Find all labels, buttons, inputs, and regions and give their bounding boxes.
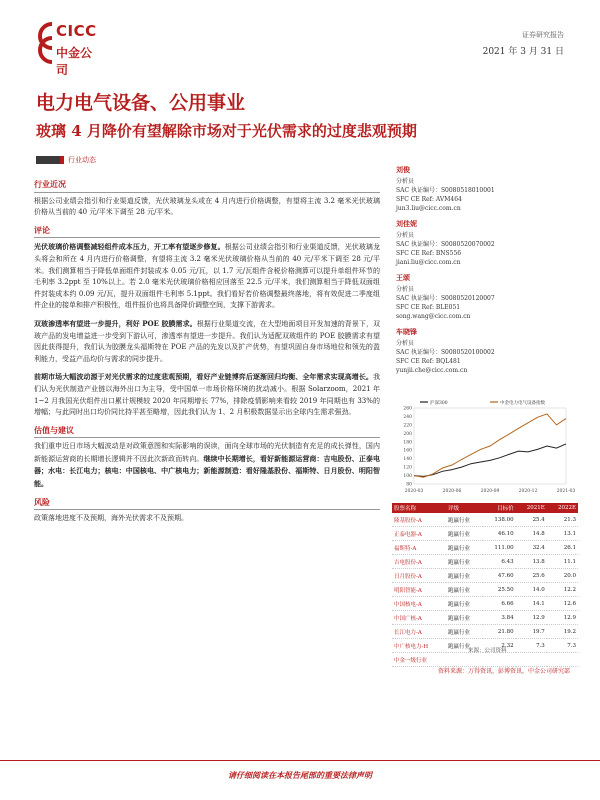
stock-name[interactable]: 明阳智能-A <box>392 583 446 597</box>
table-cell: 21.80 <box>483 625 516 639</box>
table-row <box>392 527 578 541</box>
stock-name[interactable]: 正泰电器-A <box>392 527 446 541</box>
analyst-email[interactable]: song.wang@cicc.com.cn <box>396 313 471 320</box>
table-cell: 14.1 <box>516 597 547 611</box>
table-source: 来源：公司资料 <box>468 648 507 654</box>
table-cell: 138.00 <box>483 513 516 527</box>
cicc-logo <box>38 22 98 77</box>
logo-en: CICC <box>56 22 97 40</box>
analyst-role: 分析员 <box>396 286 415 293</box>
analyst-role: 分析员 <box>396 340 415 347</box>
tag-accent <box>60 156 64 164</box>
section-para <box>34 318 380 365</box>
analyst-role: 分析员 <box>396 232 415 239</box>
table-cell: 19.7 <box>516 625 547 639</box>
analyst-card <box>396 165 572 213</box>
y-tick-label: 220 <box>403 423 412 429</box>
table-row <box>392 653 578 667</box>
analyst-email[interactable]: jiani.liu@cicc.com.cn <box>396 259 461 266</box>
table-cell: 跑赢行业 <box>446 639 483 653</box>
section-title-valuation: 估值与建议 <box>34 425 380 439</box>
stock-name[interactable]: 吉电股份-A <box>392 555 446 569</box>
section-para <box>34 241 380 312</box>
series-line-1 <box>414 414 566 477</box>
table-cell: 20.0 <box>547 569 578 583</box>
cicc-logo-mark-icon <box>38 22 54 64</box>
stock-name[interactable]: 中国广核-A <box>392 611 446 625</box>
para-lead: 前期市场大幅波动源于对光伏需求的过度悲观预期，看好产业链博弈后逐渐回归均衡、全年需求实现高增长。 <box>34 372 373 382</box>
section-para <box>34 441 380 490</box>
section-title-comment: 评论 <box>34 225 380 239</box>
para-body: 我们认为光伏制造产业链以海外出口为主导，受中国单一市场价格环境的扰动减小。根据 Solarzoom，2021 年 1~2 月我国光伏组件出口累计规模较 2020 年同期增长 77%，排除疫情影响来看较 2019 年同期也有 33%的增幅；与此同时出口均价同比持平甚至略增，因此我们认为 1、2 月积极数据显示出全球内生需求强劲。 <box>34 373 380 417</box>
section-title-recent: 行业近况 <box>34 179 380 193</box>
footer-divider <box>0 760 600 761</box>
table-cell: 跑赢行业 <box>446 625 483 639</box>
analyst-role: 分析员 <box>396 178 415 185</box>
y-tick-label: 180 <box>403 440 412 446</box>
table-header: 目标价 <box>483 503 516 513</box>
stock-table <box>392 503 578 667</box>
table-cell: 跑赢行业 <box>446 583 483 597</box>
table-cell <box>547 653 578 667</box>
table-cell: 25.4 <box>516 513 547 527</box>
section-para: 政策落地进度不及预期，海外光伏需求不及预期。 <box>34 514 188 523</box>
table-cell <box>516 653 547 667</box>
table-cell: 25.50 <box>483 583 516 597</box>
data-source: 资料来源：万得资讯，彭博资讯，中金公司研究部 <box>437 668 570 675</box>
stock-name[interactable]: 隆基股份-A <box>392 513 446 527</box>
table-row <box>392 583 578 597</box>
x-tick-label: 2021-03 <box>556 489 576 494</box>
analyst-sac: SAC 执证编号：S0080520100002 <box>396 349 495 356</box>
page-title: 电力电气设备、公用事业 <box>36 92 246 114</box>
table-cell: 12.6 <box>547 597 578 611</box>
analyst-name: 王颂 <box>396 273 410 282</box>
table-cell: 6.66 <box>483 597 516 611</box>
table-cell <box>483 653 516 667</box>
table-row <box>392 541 578 555</box>
table-header: 股票名称 <box>392 503 446 513</box>
y-tick-label: 200 <box>403 431 412 437</box>
x-tick-label: 2020-09 <box>480 489 500 494</box>
analyst-name: 车晓锋 <box>396 327 417 336</box>
table-row <box>392 611 578 625</box>
table-cell: 6.43 <box>483 555 516 569</box>
analyst-sac: SAC 执证编号：S0080520120007 <box>396 295 495 302</box>
table-cell: 跑赢行业 <box>446 555 483 569</box>
table-cell: 12.9 <box>547 611 578 625</box>
table-cell: 47.60 <box>483 569 516 583</box>
stock-name[interactable]: 中广核电力-H <box>392 639 446 653</box>
table-cell: 7.3 <box>516 639 547 653</box>
table-header: 2022E <box>547 503 578 513</box>
table-cell: 11.1 <box>547 555 578 569</box>
table-cell <box>446 653 483 667</box>
y-tick-label: 260 <box>403 406 412 412</box>
legend-label: 中金电力电气设备指数 <box>500 401 545 406</box>
table-cell: 2.32 <box>483 639 516 653</box>
table-cell: 跑赢行业 <box>446 569 483 583</box>
table-row <box>392 569 578 583</box>
index-chart <box>396 396 576 500</box>
analyst-card <box>396 327 572 375</box>
table-header-row <box>392 503 578 513</box>
y-tick-label: 120 <box>403 465 412 471</box>
para-body: 根据行业渠道交流，在大型地面项目开发加速的背景下，双玻产品的发电增益进一步受到下游认可，渗透率有望进一步提升。我们认为适配双玻组件的 POE 胶膜需求有望因此获得提升，我们认为胶膜龙头福斯特在 POE 产品的先发以及扩产优势，有望巩固自身市场地位和领先的盈利能力，受益产品均价与需求的同步提升。 <box>34 319 381 363</box>
para-body: 我们重申近日市场大幅波动是对政策意图和实际影响的误读，面向全球市场的光伏制造有充足的成长弹性，国内新能源运营商的长期增长逻辑并不因此次新政而转向。 <box>34 442 380 463</box>
table-cell: 12.2 <box>547 583 578 597</box>
section-para: 根据公司业绩会指引和行业渠道反馈，光伏玻璃龙头或在 4 月内进行价格调整，有望将主流 3.2 毫米光伏玻璃价格从当前的 40 元/平米下调至 28 元/平米。 <box>34 196 380 217</box>
analyst-sfc: SFC CE Ref: BNS556 <box>396 250 462 257</box>
table-header: 评级 <box>446 503 483 513</box>
table-cell: 13.1 <box>547 527 578 541</box>
table-cell: 26.1 <box>547 541 578 555</box>
analyst-sfc: SFC CE Ref: BLE051 <box>396 304 461 311</box>
x-tick-label: 2020-12 <box>518 489 538 494</box>
stock-name[interactable]: 中国核电-A <box>392 597 446 611</box>
analyst-name: 刘俊 <box>396 165 410 174</box>
footer-disclaimer: 请仔细阅读在本报告尾部的重要法律声明 <box>228 770 372 780</box>
stock-name[interactable]: 福斯特-A <box>392 541 446 555</box>
table-cell: 13.8 <box>516 555 547 569</box>
y-tick-label: 80 <box>406 482 412 488</box>
analyst-card <box>396 273 572 321</box>
section-para <box>34 371 380 418</box>
table-cell: 32.4 <box>516 541 547 555</box>
table-row <box>392 597 578 611</box>
analyst-sfc: SFC CE Ref: AVM464 <box>396 196 462 203</box>
report-date: 2021 年 3 月 31 日 <box>482 47 564 57</box>
x-tick-label: 2020-06 <box>442 489 462 494</box>
page-subtitle: 玻璃 4 月降价有望解除市场对于光伏需求的过度悲观预期 <box>36 122 417 140</box>
y-tick-label: 160 <box>403 448 412 454</box>
para-lead: 双玻渗透率有望进一步提升，利好 POE 胶膜需求。 <box>34 318 197 328</box>
para-lead: 光伏玻璃价格调整减轻组件成本压力，开工率有望逐步修复。 <box>34 242 225 252</box>
analyst-email[interactable]: jun3.liu@cicc.com.cn <box>396 205 461 212</box>
table-cell: 19.2 <box>547 625 578 639</box>
y-tick-label: 140 <box>403 457 412 463</box>
report-type: 证券研究报告 <box>522 31 564 39</box>
analyst-sfc: SFC CE Ref: BQL481 <box>396 358 461 365</box>
table-cell: 111.00 <box>483 541 516 555</box>
para-body: 根据公司业绩会指引和行业渠道反馈，光伏玻璃龙头将会和所在 4 月内进行价格调整，有望将主流 3.2 毫米光伏玻璃价格从当前的 40 元/平米下调至 28 元/平米。我们测算相当于降低单面组件封装成本 0.05 元/瓦，以 1.7 元/瓦组件含税价格测算可以提升单组件环节的毛利率 3.2ppt 至 10%以上。若 2.0 毫米光伏玻璃价格相应回落至 22.5 元/平米，我们测算相当于降低双面组件封装成本约 0.09 元/瓦，提升双面组件毛利率 5.1ppt。我们看好若价格调整最终落地，将有效促进二季度组件企业的接单和排产积极性，组件报价也将具备降价调整空间，支撑下游需求。 <box>34 243 380 310</box>
table-cell: 21.3 <box>547 513 578 527</box>
table-header: 2021E <box>516 503 547 513</box>
table-cell: 跑赢行业 <box>446 611 483 625</box>
table-cell: 跑赢行业 <box>446 597 483 611</box>
main-body <box>34 173 380 531</box>
analyst-sac: SAC 执证编号：S0080518010001 <box>396 187 495 194</box>
analyst-name: 刘佳妮 <box>396 219 417 228</box>
analyst-card <box>396 219 572 267</box>
table-cell: 跑赢行业 <box>446 513 483 527</box>
analyst-email[interactable]: yunjii.che@cicc.com.cn <box>396 367 468 374</box>
table-cell: 14.8 <box>516 527 547 541</box>
table-cell: 跑赢行业 <box>446 527 483 541</box>
table-cell: 12.9 <box>516 611 547 625</box>
tag-block <box>36 156 60 164</box>
logo-cn: 中金公司 <box>56 46 93 77</box>
table-cell: 46.10 <box>483 527 516 541</box>
table-cell: 3.84 <box>483 611 516 625</box>
y-tick-label: 240 <box>403 414 412 420</box>
para-lead: 继续中长期增长，看好新能源运营商：吉电股份、正泰电器；水电：长江电力；核电：中国核电、中广核电力；新能源制造：看好隆基股份、福斯特、日月股份、明阳智能。 <box>34 453 380 489</box>
table-cell: 7.3 <box>547 639 578 653</box>
table-row <box>392 555 578 569</box>
table-cell: 14.0 <box>516 583 547 597</box>
y-tick-label: 100 <box>403 474 412 480</box>
stock-name[interactable]: 长江电力-A <box>392 625 446 639</box>
analyst-panel <box>396 165 572 381</box>
report-tag: 行业动态 <box>68 156 96 164</box>
x-tick-label: 2020-03 <box>404 489 424 494</box>
section-title-risk: 风险 <box>34 497 380 511</box>
analyst-sac: SAC 执证编号：S0080520070002 <box>396 241 495 248</box>
stock-name[interactable]: 日月股份-A <box>392 569 446 583</box>
stock-name[interactable]: 中金一级行业 <box>392 653 446 667</box>
table-row <box>392 625 578 639</box>
table-row <box>392 513 578 527</box>
table-cell: 跑赢行业 <box>446 541 483 555</box>
legend-label: 沪深300 <box>430 401 448 406</box>
table-cell: 25.6 <box>516 569 547 583</box>
